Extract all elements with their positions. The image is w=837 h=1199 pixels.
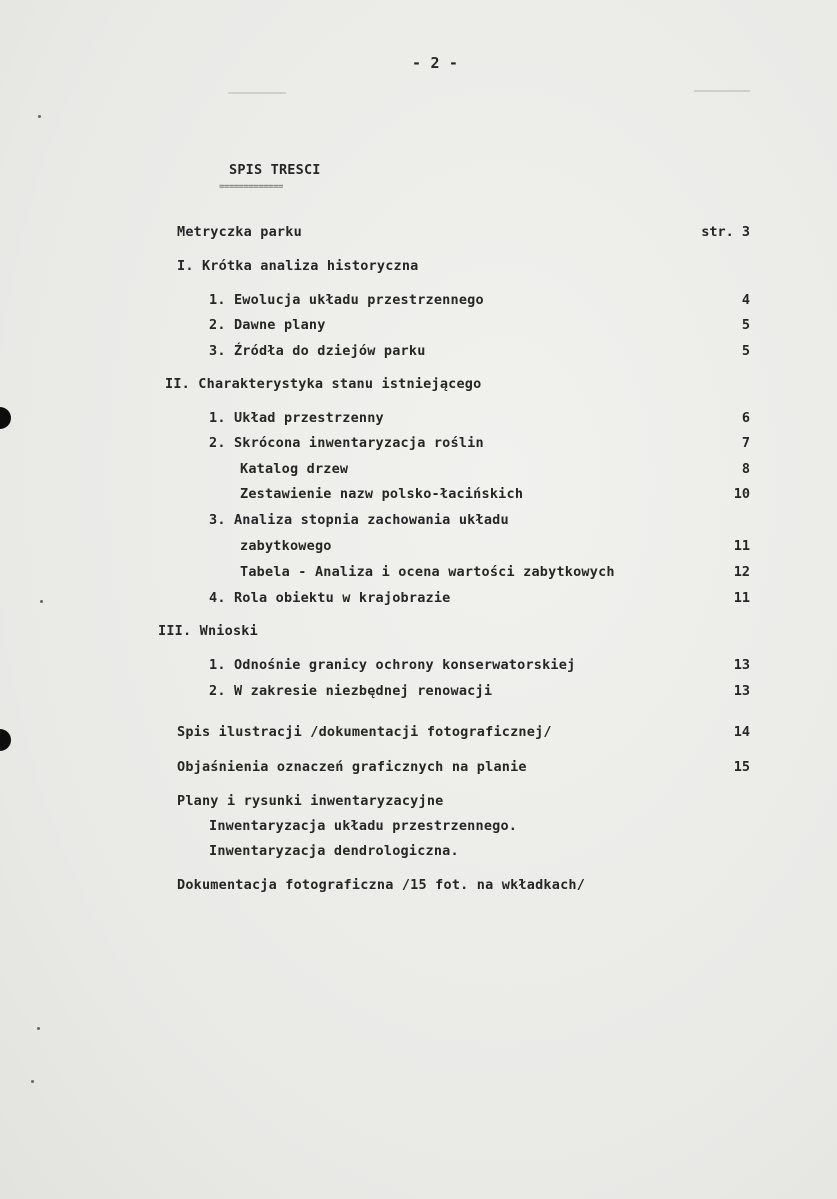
toc-entry-text: zabytkowego bbox=[240, 538, 332, 554]
toc-entry-text: Tabela - Analiza i ocena wartości zabytkowych bbox=[240, 564, 615, 580]
toc-entry-page: 5 bbox=[741, 343, 750, 359]
toc-entry-page: 7 bbox=[741, 435, 750, 451]
paper-speck bbox=[37, 1027, 40, 1030]
toc-entry-text: 2. Skrócona inwentaryzacja roślin bbox=[209, 435, 484, 451]
toc-entry-page: 10 bbox=[733, 486, 750, 502]
toc-entry-text: Katalog drzew bbox=[240, 461, 349, 477]
paper-speck bbox=[40, 600, 43, 603]
toc-entry-page: 5 bbox=[741, 317, 750, 333]
toc-entry-page: 12 bbox=[733, 564, 750, 580]
toc-entry-page: 8 bbox=[741, 461, 750, 477]
toc-entry-text: II. Charakterystyka stanu istniejącego bbox=[165, 376, 482, 392]
toc-entry-text: Zestawienie nazw polsko-łacińskich bbox=[240, 486, 524, 502]
toc-entry-text: 2. Dawne plany bbox=[209, 317, 326, 333]
toc-entry-text: 1. Odnośnie granicy ochrony konserwatorskiej bbox=[209, 657, 576, 673]
toc-entry-page: str. 3 bbox=[701, 224, 750, 240]
toc-entry-text: Plany i rysunki inwentaryzacyjne bbox=[177, 793, 444, 809]
paper-speck bbox=[38, 115, 41, 118]
toc-entry-text: Inwentaryzacja dendrologiczna. bbox=[209, 843, 459, 859]
toc-entry-page: 4 bbox=[741, 292, 750, 308]
paper-speck bbox=[31, 1080, 34, 1083]
toc-entry-text: 1. Ewolucja układu przestrzennego bbox=[209, 292, 484, 308]
toc-entry-page: 11 bbox=[733, 538, 750, 554]
toc-entry-text: 3. Źródła do dziejów parku bbox=[209, 343, 426, 359]
toc-entry-page: 13 bbox=[733, 657, 750, 673]
faint-mark bbox=[228, 92, 286, 94]
page-number: - 2 - bbox=[412, 54, 459, 72]
toc-entry-text: 4. Rola obiektu w krajobrazie bbox=[209, 590, 451, 606]
toc-entry-page: 6 bbox=[741, 410, 750, 426]
toc-entry-text: 3. Analiza stopnia zachowania układu bbox=[209, 512, 509, 528]
toc-title-underline: ============= bbox=[219, 182, 283, 192]
punch-hole bbox=[0, 729, 11, 751]
toc-entry-text: Inwentaryzacja układu przestrzennego. bbox=[209, 818, 518, 834]
toc-entry-text: I. Krótka analiza historyczna bbox=[177, 258, 419, 274]
toc-entry-text: 2. W zakresie niezbędnej renowacji bbox=[209, 683, 493, 699]
toc-entry-page: 15 bbox=[733, 759, 750, 775]
toc-entry-text: 1. Układ przestrzenny bbox=[209, 410, 384, 426]
toc-title: SPIS TRESCI bbox=[229, 162, 321, 178]
toc-entry-page: 14 bbox=[733, 724, 750, 740]
toc-entry-page: 11 bbox=[733, 590, 750, 606]
toc-entry-text: Spis ilustracji /dokumentacji fotograficznej/ bbox=[177, 724, 552, 740]
toc-entry-text: III. Wnioski bbox=[158, 623, 258, 639]
toc-entry-text: Objaśnienia oznaczeń graficznych na planie bbox=[177, 759, 527, 775]
punch-hole bbox=[0, 407, 11, 429]
toc-entry-text: Dokumentacja fotograficzna /15 fot. na wkładkach/ bbox=[177, 877, 586, 893]
toc-entry-text: Metryczka parku bbox=[177, 224, 302, 240]
toc-entry-page: 13 bbox=[733, 683, 750, 699]
faint-mark bbox=[694, 90, 750, 92]
